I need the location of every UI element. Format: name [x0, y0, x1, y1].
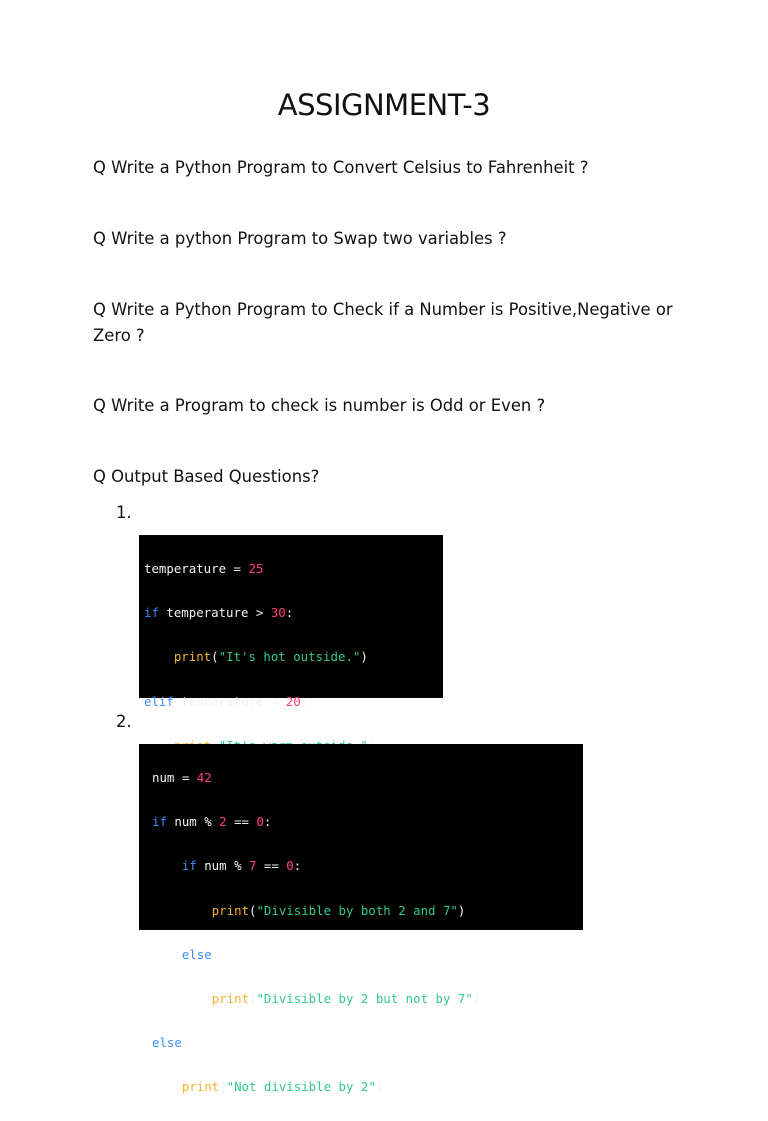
code-token: ==: [226, 814, 257, 830]
code-token: if: [181, 858, 197, 874]
code-token: ): [472, 991, 481, 1007]
code-indent: [152, 903, 212, 918]
code-line: [152, 1076, 583, 1098]
code-token: if: [152, 814, 167, 830]
code-indent: [152, 991, 212, 1006]
code-token: ): [375, 1079, 384, 1095]
question-output-based: Q Output Based Questions?: [93, 467, 320, 486]
code-token: 7: [248, 858, 257, 874]
item-number-2: 2.: [116, 712, 132, 731]
code-token: if: [144, 605, 159, 621]
code-token: 0: [256, 814, 264, 830]
code-token: else: [181, 946, 212, 962]
code-token: ): [457, 902, 466, 918]
code-token: 20: [285, 693, 301, 709]
code-line: [152, 944, 583, 966]
code-token: ==: [256, 858, 287, 874]
code-token: :: [285, 605, 294, 621]
code-token: :: [300, 693, 309, 709]
code-token: (: [219, 1079, 227, 1095]
code-token: print: [211, 991, 249, 1007]
code-token: elif: [144, 693, 174, 709]
question-odd-even: Q Write a Program to check is number is Odd or Even ?: [93, 396, 546, 415]
code-token: 25: [248, 561, 264, 577]
code-line: [152, 767, 583, 789]
question-swap: Q Write a python Program to Swap two variables ?: [93, 229, 507, 248]
item-number-1: 1.: [116, 503, 132, 522]
code-token: :: [181, 1035, 190, 1051]
code-line: [144, 691, 443, 713]
code-token: (: [249, 902, 257, 918]
code-token: (: [211, 649, 219, 665]
question-sign: Q Write a Python Program to Check if a Number is Positive,Negative or Zero ?: [93, 300, 673, 345]
code-token: "It's hot outside.": [218, 649, 361, 665]
code-token: print: [181, 1079, 220, 1095]
code-token: ): [360, 649, 368, 665]
code-line: [144, 602, 443, 624]
code-token: (: [249, 991, 257, 1007]
code-line: [152, 855, 583, 877]
code-token: "Not divisible by 2": [226, 1079, 376, 1095]
code-indent: [152, 858, 182, 873]
code-line: [152, 900, 583, 922]
page-title: ASSIGNMENT-3: [277, 88, 491, 122]
code-token: else: [152, 1035, 182, 1051]
code-token: 0: [286, 858, 294, 874]
code-line: [152, 988, 583, 1010]
code-token: "Divisible by both 2 and 7": [256, 902, 458, 918]
code-token: temperature >: [173, 693, 286, 709]
code-indent: [152, 1079, 182, 1094]
code-token: 42: [196, 770, 212, 786]
code-token: num %: [196, 858, 249, 874]
code-token: "Divisible by 2 but not by 7": [256, 991, 473, 1007]
code-token: :: [211, 946, 220, 962]
code-line: [152, 811, 583, 833]
code-token: 2: [219, 814, 227, 830]
code-line: [144, 558, 443, 580]
code-snippet-2: [139, 744, 583, 1095]
code-token: :: [263, 814, 272, 830]
code-token: num %: [166, 814, 220, 830]
code-token: :: [293, 858, 302, 874]
code-indent: [152, 947, 182, 962]
question-celsius: Q Write a Python Program to Convert Celsius to Fahrenheit ?: [93, 158, 589, 177]
code-token: num =: [152, 770, 197, 786]
code-token: print: [173, 649, 212, 665]
code-line: [152, 1032, 583, 1054]
code-line: [144, 646, 443, 668]
code-indent: [144, 649, 174, 664]
code-snippet-1: [139, 535, 443, 709]
code-token: temperature >: [158, 605, 271, 621]
code-token: 30: [270, 605, 286, 621]
code-token: temperature =: [144, 561, 249, 577]
code-token: print: [211, 902, 249, 918]
